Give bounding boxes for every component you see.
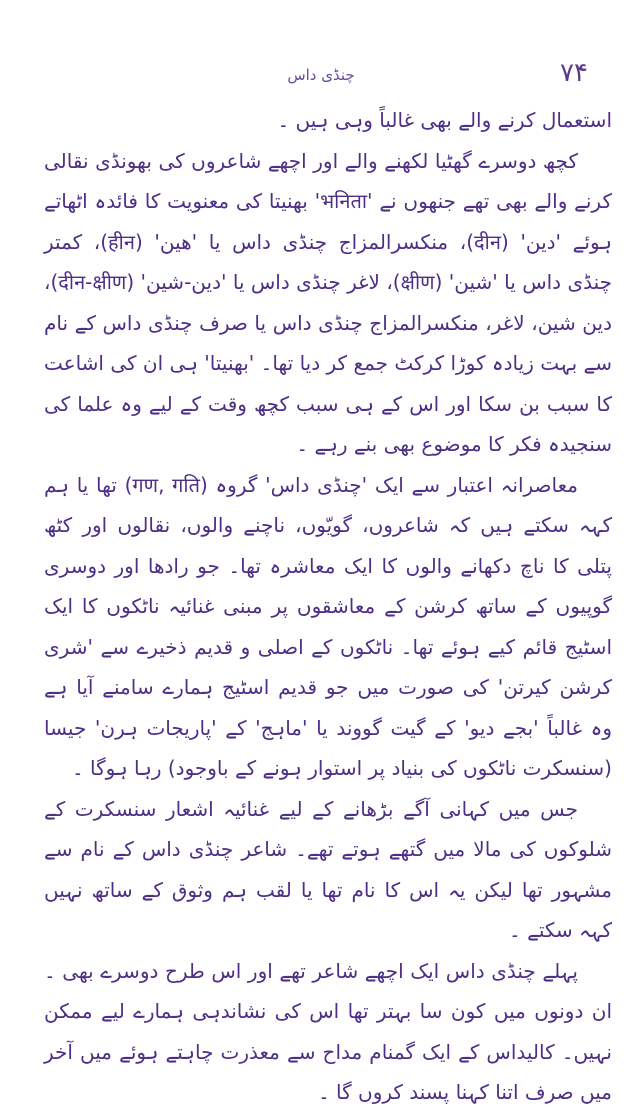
body-text [44,100,613,1104]
paragraph-4: جس میں کہانی آگے بڑھانے کے لیے غنائیہ اشعار سنسکرت کے شلوکوں کی مالا میں گتھے ہوتے تھے۔ شاعر چنڈی داس کے نام سے مشہور تھا لیکن یہ اس کا نام تھا یا لقب ہم وثوق کے ساتھ نہیں کہہ سکتے ۔ [44,796,612,942]
running-title: چنڈی داس [287,66,355,84]
paragraph-5: پہلے چنڈی داس ایک اچھے شاعر تھے اور اس طرح دوسرے بھی ۔ ان دونوں میں کون سا بہتر تھا اس کی نشاندہی ہمارے لیے ممکن نہیں۔ کالیداس کے ایک گمنام مداح سے معذرت چاہتے ہوئے میں آخر میں صرف اتنا کہنا پسند کروں گا ۔ [44,958,612,1104]
paragraph-3: معاصرانہ اعتبار سے ایک 'چنڈی داس' گروہ (गण, गति) تھا یا ہم کہہ سکتے ہیں کہ شاعروں، گویّوں، ناچنے والوں، نقالوں اور کٹھ پتلی کا ناچ دکھانے والوں کا ایک معاشرہ تھا۔ جو رادھا اور دوسری گوپیوں کے ساتھ کرشن کے معاشقوں پر مبنی غنائیہ ناٹکوں کا ایک اسٹیج قائم کیے ہوئے تھا۔ ناٹکوں کے اصلی و قدیم ذخیرے سے 'شری کرشن کیرتن' کی صورت میں جو قدیم اسٹیج ہمارے سامنے آیا ہے وہ غالباً 'بجے دیو' کے گیت گووند یا 'ماہج' کے 'پاریجات ہرن' جیسا (سنسکرت ناٹکوں کی بنیاد پر استوار ہونے کے باوجود) رہا ہوگا ۔ [44,472,612,780]
paragraph-1: استعمال کرنے والے بھی غالباً وہی ہیں ۔ [277,108,612,132]
page-header [0,58,642,98]
paragraph-2: کچھ دوسرے گھٹیا لکھنے والے اور اچھے شاعروں کی بھونڈی نقالی کرنے والے بھی تھے جنھوں نے 'भनिता' بھنیتا کی معنویت کا فائدہ اٹھاتے ہوئے 'دین' (दीन)، منکسرالمزاج چنڈی داس یا 'هین' (हीन)، کمتر چنڈی داس یا 'شین' (क्षीण)، لاغر چنڈی داس یا 'دین-شین' (दीन-क्षीण)، دین شین، لاغر، منکسرالمزاج چنڈی داس یا صرف چنڈی داس کے نام سے بہت زیادہ کوڑا کرکٹ جمع کر دیا تھا۔ 'بھنیتا' ہی ان کی اشاعت کا سبب بن سکا اور اس کے ہی سبب کچھ وقت کے لیے وہ علما کی سنجیدہ فکر کا موضوع بھی بنے رہے ۔ [44,148,613,456]
page-number: ۷۴ [560,58,588,88]
